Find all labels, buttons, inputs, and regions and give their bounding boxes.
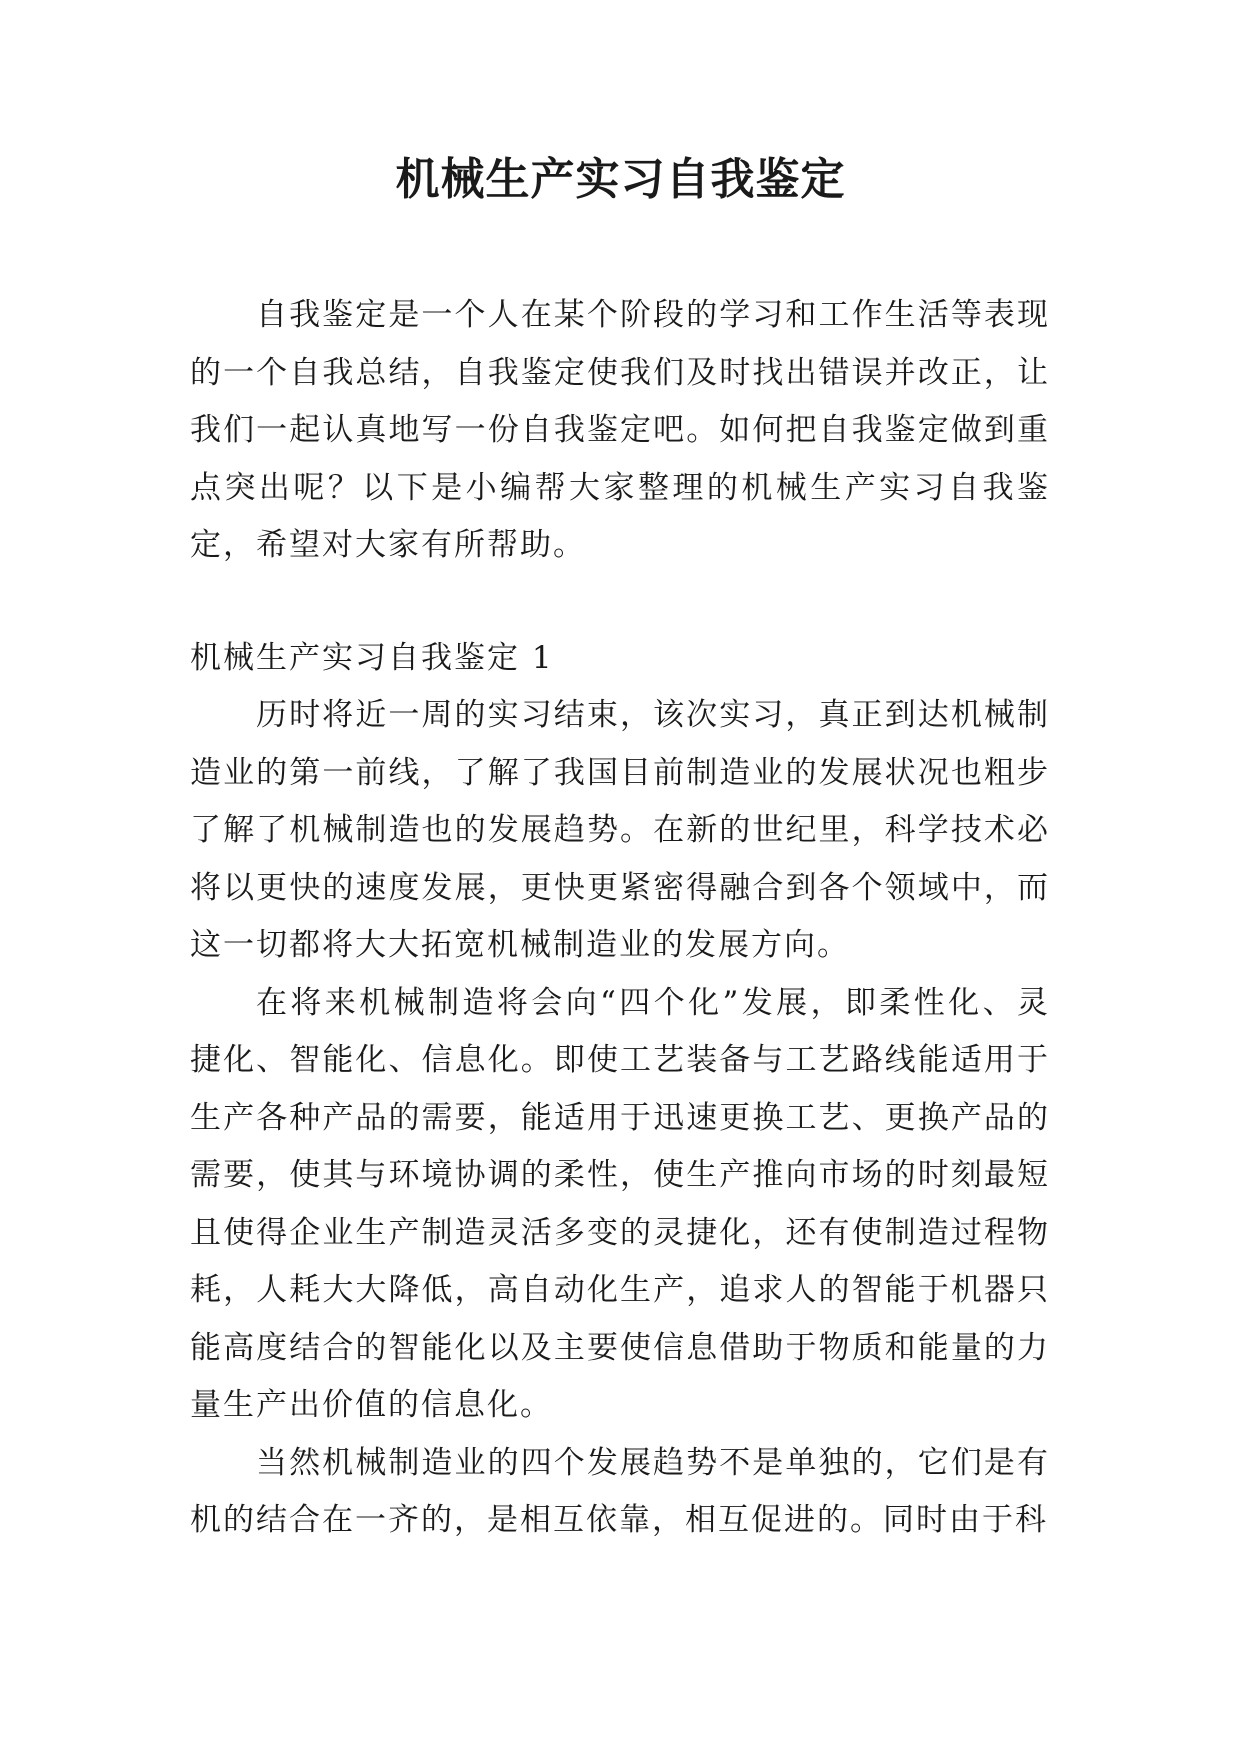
section-heading: 机械生产实习自我鉴定 1 <box>190 639 554 676</box>
body-paragraph: 当然机械制造业的四个发展趋势不是单独的，它们是有机的结合在一齐的，是相互依靠，相互促进的。同时由于科 <box>190 1444 1050 1538</box>
document-title: 机械生产实习自我鉴定 <box>395 154 846 205</box>
spacer <box>190 575 1050 630</box>
body-paragraph: 在将来机械制造将会向“四个化”发展，即柔性化、灵捷化、智能化、信息化。即使工艺装备与工艺路线能适用于生产各种产品的需要，能适用于迅速更换工艺、更换产品的需要，使其与环境协调的柔性，使生产推向市场的时刻最短且使得企业生产制造灵活多变的灵捷化，还有使制造过程物耗，人耗大大降低，高自动化生产，追求人的智能于机器只能高度结合的智能化以及主要使信息借助于物质和能量的力量生产出价值的信息化。 <box>190 984 1050 1423</box>
body-paragraph: 历时将近一周的实习结束，该次实习，真正到达机械制造业的第一前线，了解了我国目前制造业的发展状况也粗步了解了机械制造也的发展趋势。在新的世纪里，科学技术必将以更快的速度发展，更快更紧密得融合到各个领域中，而这一切都将大大拓宽机械制造业的发展方向。 <box>190 697 1050 963</box>
document-body <box>190 287 1050 1550</box>
intro-paragraph: 自我鉴定是一个人在某个阶段的学习和工作生活等表现的一个自我总结，自我鉴定使我们及时找出错误并改正，让我们一起认真地写一份自我鉴定吧。如何把自我鉴定做到重点突出呢？以下是小编帮大家整理的机械生产实习自我鉴定，希望对大家有所帮助。 <box>190 297 1050 563</box>
